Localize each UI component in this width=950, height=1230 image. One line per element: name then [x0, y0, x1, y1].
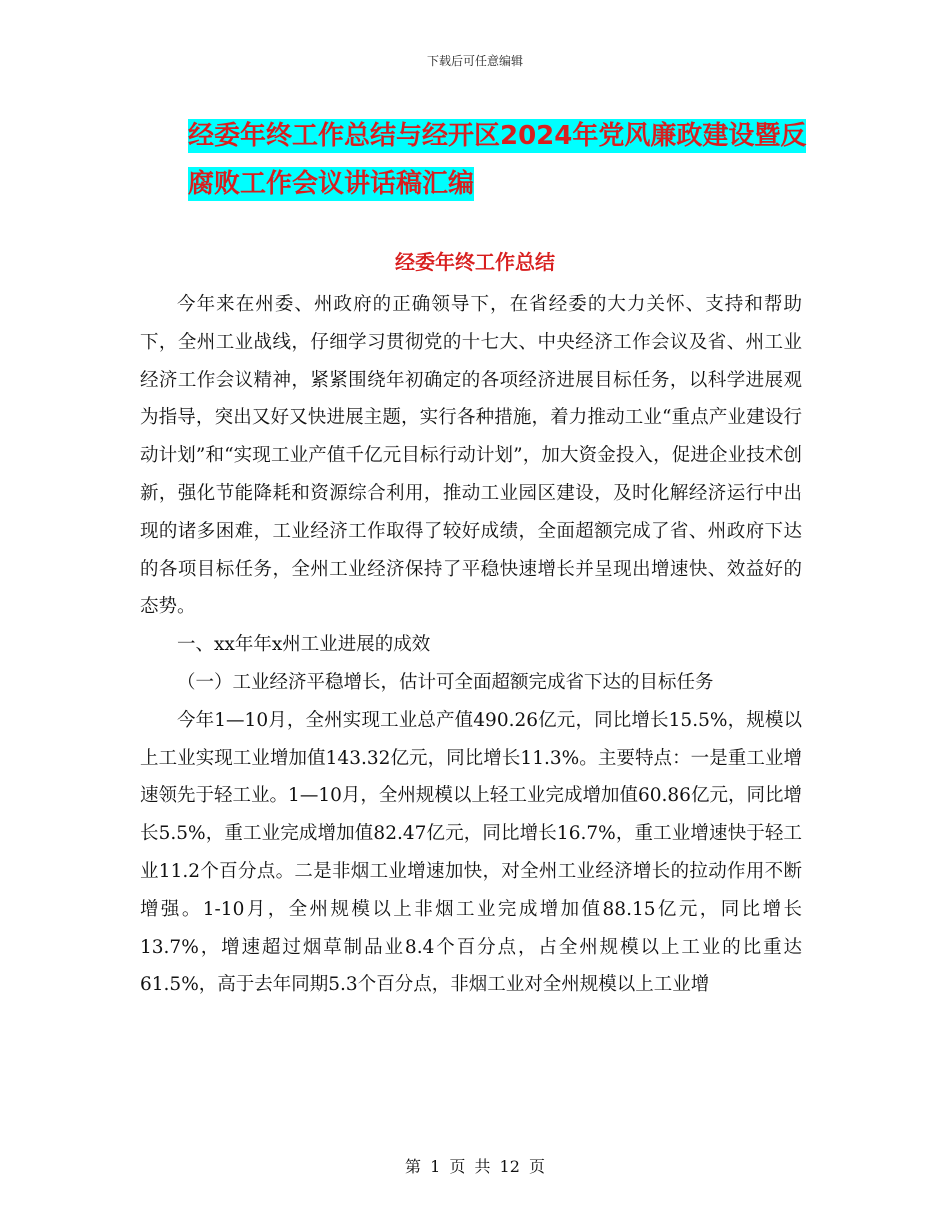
document-title-line-2: 腐败工作会议讲话稿汇编 [188, 169, 475, 199]
heading-level-2: （一）工业经济平稳增长，估计可全面超额完成省下达的目标任务 [177, 671, 714, 693]
heading-level-1: 一、xx年年x州工业进展的成效 [177, 634, 431, 656]
section-title: 经委年终工作总结 [395, 250, 555, 274]
document-title [188, 112, 810, 208]
paragraph-intro: 今年来在州委、州政府的正确领导下，在省经委的大力关怀、支持和帮助下，全州工业战线，仔细学习贯彻党的十七大、中央经济工作会议及省、州工业经济工作会议精神，紧紧围绕年初确定的各项经济进展目标任务，以科学进展观为指导，突出又好又快进展主题，实行各种措施，着力推动工业“重点产业建设行动计划”和“实现工业产值千亿元目标行动计划”，加大资金投入，促进企业技术创新，强化节能降耗和资源综合利用，推动工业园区建设，及时化解经济运行中出现的诸多困难，工业经济工作取得了较好成绩，全面超额完成了省、州政府下达的各项目标任务，全州工业经济保持了平稳快速增长并呈现出增速快、效益好的态势。 [140, 294, 802, 618]
paragraph-statistics: 今年1—10月，全州实现工业总产值490.26亿元，同比增长15.5%，规模以上工业实现工业增加值143.32亿元，同比增长11.3%。主要特点：一是重工业增速领先于轻工业。1—10月，全州规模以上轻工业完成增加值60.86亿元，同比增长5.5%，重工业完成增加值82.47亿元，同比增长16.7%，重工业增速快于轻工业11.2个百分点。二是非烟工业增速加快，对全州工业经济增长的拉动作用不断增强。1-10月，全州规模以上非烟工业完成增加值88.15亿元，同比增长13.7%，增速超过烟草制品业8.4个百分点，占全州规模以上工业的比重达61.5%，高于去年同期5.3个百分点，非烟工业对全州规模以上工业增 [140, 709, 802, 996]
header-note: 下载后可任意编辑 [426, 54, 523, 68]
document-title-line-1: 经委年终工作总结与经开区2024年党风廉政建设暨反 [188, 121, 807, 151]
document-body [140, 286, 802, 1004]
page-footer: 第 1 页 共 12 页 [405, 1157, 545, 1176]
